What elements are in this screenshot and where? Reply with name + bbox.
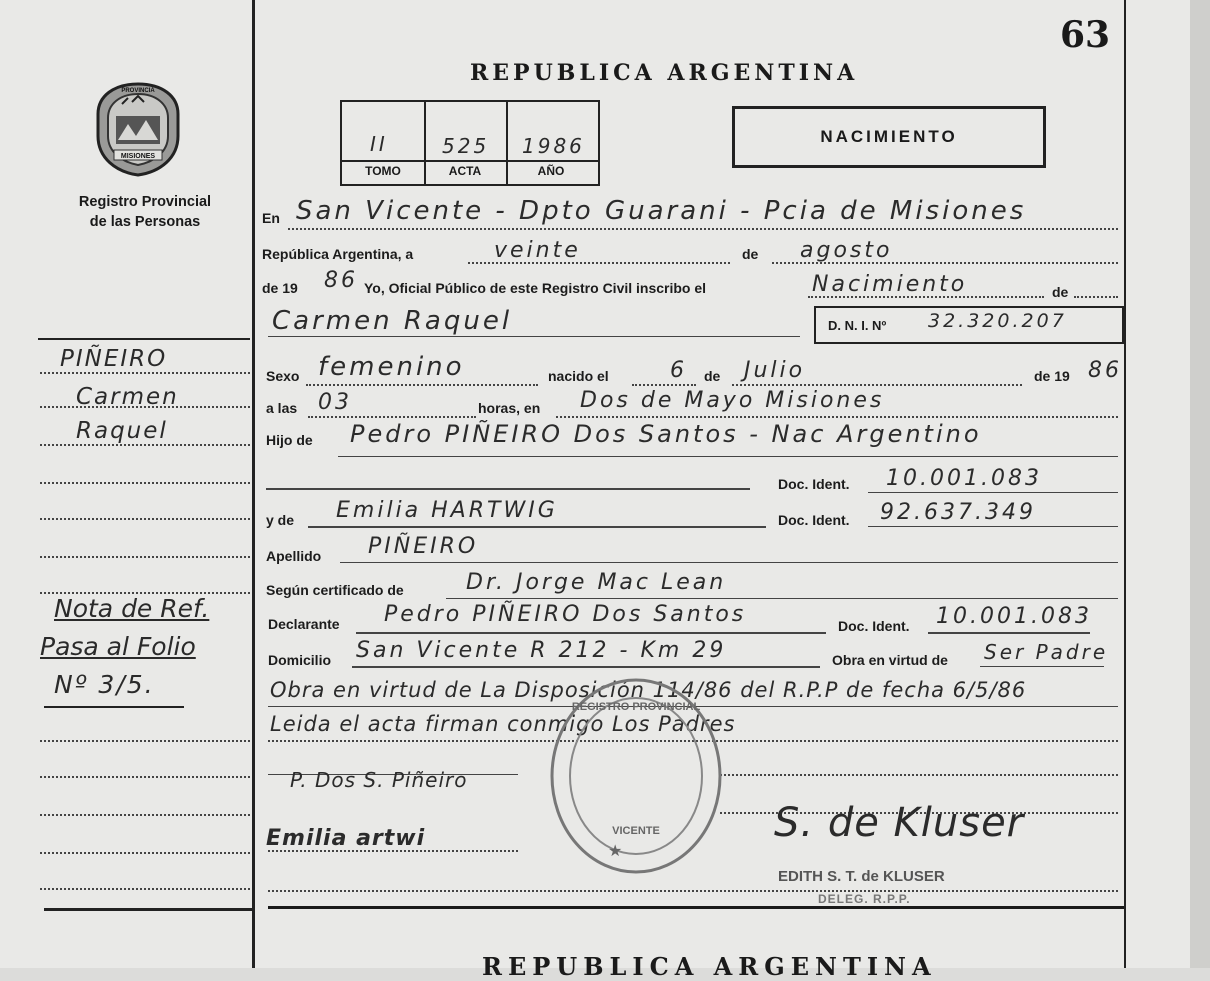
nacido-anio: 86 — [1088, 358, 1122, 383]
apellido-value: PIÑEIRO — [368, 534, 479, 559]
dni-box — [814, 306, 1124, 344]
alas-label: a las — [266, 400, 298, 416]
ano-value: 1986 — [522, 134, 585, 158]
nacido-label: nacido el — [548, 368, 609, 384]
declarante-value: Pedro PIÑEIRO Dos Santos — [384, 602, 747, 627]
svg-text:PROVINCIA: PROVINCIA — [121, 88, 155, 94]
left-column-border — [252, 0, 255, 968]
svg-text:MISIONES: MISIONES — [120, 153, 156, 160]
hijo-label: Hijo de — [266, 432, 313, 448]
country-title: REPUBLICA ARGENTINA — [470, 60, 859, 86]
en-value: San Vicente - Dpto Guarani - Pcia de Misiones — [296, 196, 1027, 226]
nacido-dia: 6 — [670, 358, 687, 383]
apellido-label: Apellido — [266, 548, 322, 564]
dni-label: D. N. I. Nº — [828, 318, 887, 333]
declarante-label: Declarante — [268, 616, 340, 632]
padre-doc: 10.001.083 — [886, 466, 1042, 491]
nota-line-2: Leida el acta firman conmigo Los Padres — [270, 712, 736, 736]
padre-doc-label: Doc. Ident. — [778, 476, 850, 492]
oficial-text: Yo, Oficial Público de este Registro Civil inscribo el — [364, 280, 707, 296]
acta-label: ACTA — [448, 164, 482, 178]
domicilio-label: Domicilio — [268, 652, 332, 668]
obra-value: Ser Padre — [984, 640, 1109, 664]
de-label-2: de — [1052, 284, 1069, 300]
de-label-3: de — [704, 368, 721, 384]
yde-label: y de — [266, 512, 295, 528]
mes-value: agosto — [800, 238, 893, 263]
certificado-label: Según certificado de — [266, 582, 404, 598]
declarante-doc-label: Doc. Ident. — [838, 618, 910, 634]
registry-name — [40, 192, 250, 232]
sexo-label: Sexo — [266, 368, 300, 384]
padre-value: Pedro PIÑEIRO Dos Santos - Nac Argentino — [350, 420, 982, 448]
obra-label: Obra en virtud de — [832, 652, 948, 668]
horas-en-label: horas, en — [478, 400, 541, 416]
dni-value: 32.320.207 — [928, 310, 1067, 332]
province-seal-icon — [92, 80, 184, 178]
next-record-title: REPUBLICA ARGENTINA — [482, 952, 937, 981]
margin-nota-2: Pasa al Folio — [40, 632, 196, 661]
svg-text:★: ★ — [608, 843, 623, 860]
inscribo-value: Nacimiento — [812, 272, 968, 297]
madre-doc: 92.637.349 — [880, 500, 1036, 525]
certificado-value: Dr. Jorge Mac Lean — [466, 570, 727, 595]
ano-label: AÑO — [537, 164, 565, 178]
acta-value: 525 — [442, 134, 490, 158]
lugar-value: Dos de Mayo Misiones — [580, 388, 885, 413]
declarante-doc: 10.001.083 — [936, 604, 1092, 629]
right-column-border — [1124, 0, 1126, 968]
en-label: En — [262, 210, 280, 226]
domicilio-value: San Vicente R 212 - Km 29 — [356, 638, 727, 663]
svg-text:VICENTE: VICENTE — [612, 825, 660, 837]
madre-value: Emilia HARTWIG — [336, 498, 558, 523]
oficial-title: DELEG. R.P.P. — [818, 892, 911, 906]
margin-apellido: PIÑEIRO — [60, 346, 168, 372]
tomo-value: II — [370, 132, 388, 156]
anio-prefix: de 19 — [262, 280, 298, 296]
padre-signature: P. Dos S. Piñeiro — [290, 768, 468, 792]
registry-name-line2: de las Personas — [89, 214, 201, 230]
margin-nombre1: Carmen — [76, 384, 179, 410]
de19-label: de 19 — [1034, 368, 1070, 384]
sexo-value: femenino — [318, 352, 465, 382]
nacido-mes: Julio — [744, 358, 806, 383]
tomo-label: TOMO — [365, 164, 401, 178]
page-edge — [1190, 0, 1210, 968]
record-type-box — [732, 106, 1046, 168]
oficial-signature: S. de Kluser — [774, 800, 1025, 846]
registry-name-line1: Registro Provincial — [78, 194, 212, 210]
official-stamp-icon — [548, 676, 724, 876]
nombre-value: Carmen Raquel — [272, 306, 513, 336]
record-type: NACIMIENTO — [820, 127, 958, 146]
hora-value: 03 — [318, 390, 352, 415]
dia-value: veinte — [494, 238, 581, 263]
record-number-box — [340, 100, 600, 186]
nota-line-1: Obra en virtud de La Disposición 114/86 del R.P.P de fecha 6/5/86 — [270, 678, 1027, 702]
madre-signature: Emilia artwi — [266, 826, 426, 851]
oficial-name: EDITH S. T. de KLUSER — [778, 868, 945, 885]
page-number: 63 — [1060, 14, 1111, 56]
de-label: de — [742, 246, 759, 262]
anio-value: 86 — [324, 268, 358, 293]
republica-label: República Argentina, a — [262, 246, 414, 262]
margin-nota-1: Nota de Ref. — [54, 594, 210, 623]
madre-doc-label: Doc. Ident. — [778, 512, 850, 528]
margin-nombre2: Raquel — [76, 418, 168, 444]
margin-nota-3: Nº 3/5. — [54, 670, 155, 699]
svg-text:REGISTRO PROVINCIAL: REGISTRO PROVINCIAL — [571, 701, 701, 713]
